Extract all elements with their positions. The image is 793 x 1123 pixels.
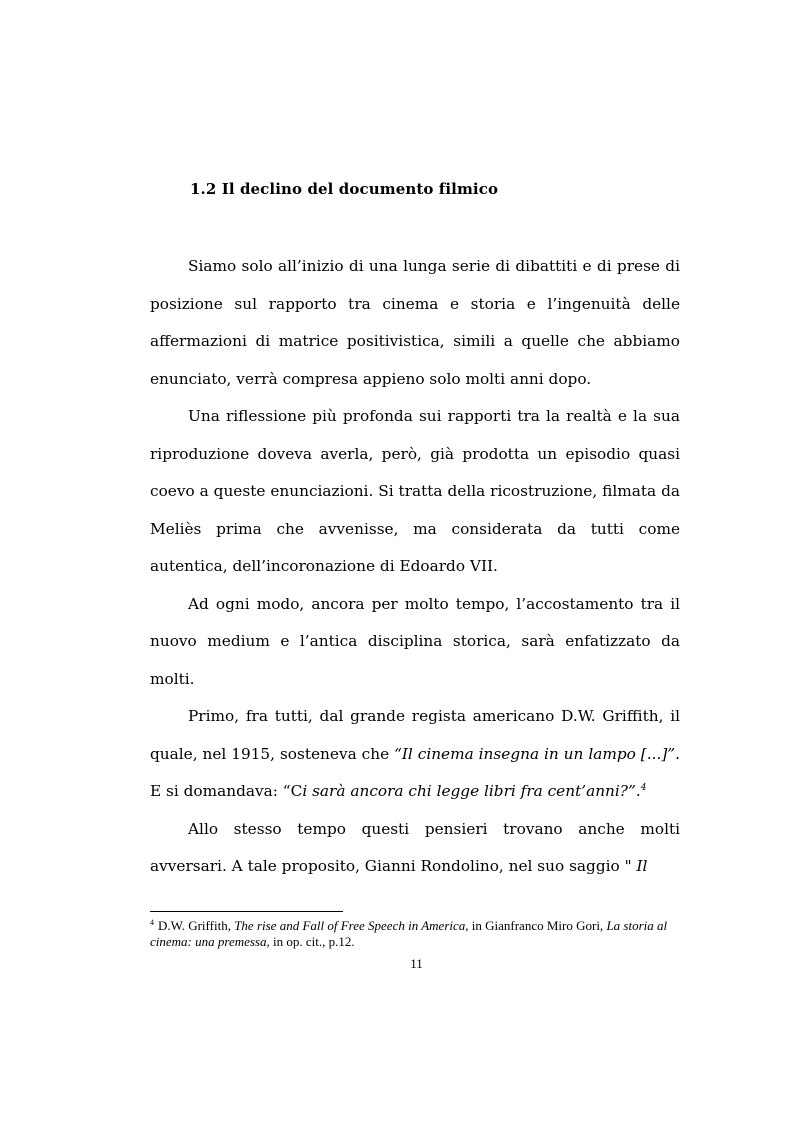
paragraph-5-text-a: Allo stesso tempo questi pensieri trovano anche molti avversari. A tale proposito, Gianni Rondolino, nel suo saggio (150, 819, 680, 875)
footnote-reference[interactable]: 4 (640, 782, 647, 793)
paragraph-5-text-b: " Il (624, 857, 648, 875)
footnote (150, 918, 680, 950)
footnote-title-2: La storia al cinema: una premessa (150, 918, 668, 949)
footnote-author: D.W. Griffith, (158, 918, 235, 933)
griffith-quote-2: i sarà ancora chi legge libri fra cent’anni?”. (302, 782, 641, 800)
griffith-quote-1: “Il cinema insegna in un lampo [...]”. (394, 744, 680, 763)
footnote-title-1: The rise and Fall of Free Speech in America (234, 918, 466, 933)
paragraph-4-text-a: Primo, fra tutti, dal grande regista americano D.W. Griffith, il quale, nel 1915, sosteneva che (150, 707, 680, 763)
paragraph-4 (150, 698, 680, 811)
paragraph-5 (150, 811, 680, 886)
paragraph-1: Siamo solo all’inizio di una lunga serie di dibattiti e di prese di posizione sul rapporto tra cinema e storia e l’ingenuità delle affermazioni di matrice positivistica, simili a quelle che abbiamo enunciato, verrà compresa appieno solo molti anni dopo. (150, 257, 680, 388)
body-text (150, 248, 680, 886)
footnote-divider (150, 911, 343, 912)
page-number: 11 (410, 956, 423, 971)
paragraph-2: Una riflessione più profonda sui rapporti tra la realtà e la sua riproduzione doveva averla, però, già prodotta un episodio quasi coevo a queste enunciazioni. Si tratta della ricostruzione, filmata da Meliès prima che avvenisse, ma considerata da tutti come autentica, dell’incoronazione di Edoardo VII. (150, 407, 680, 575)
section-heading: 1.2 Il declino del documento filmico (190, 180, 499, 198)
paragraph-4-text-b: E si domandava: “C (150, 782, 303, 800)
footnote-mid: , in Gianfranco Miro Gori, (465, 918, 607, 933)
footnote-number: 4 (150, 917, 154, 927)
paragraph-3: Ad ogni modo, ancora per molto tempo, l’accostamento tra il nuovo medium e l’antica disciplina storica, sarà enfatizzato da molti. (150, 594, 680, 688)
footnote-end: , in op. cit., p.12. (266, 934, 355, 949)
